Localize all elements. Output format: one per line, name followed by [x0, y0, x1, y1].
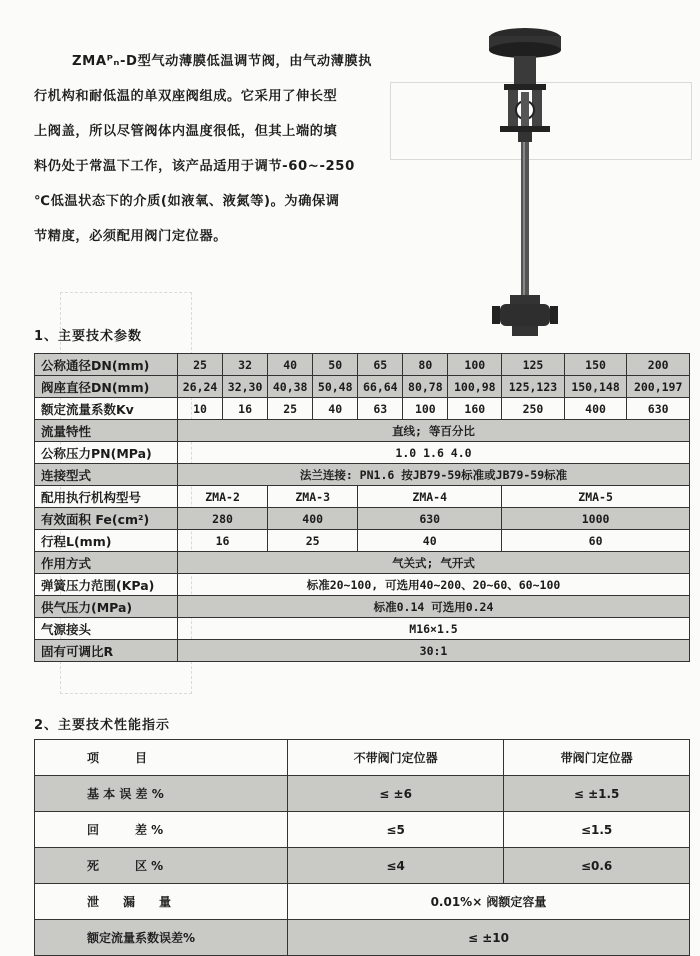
column-header: 带阀门定位器	[504, 740, 690, 776]
table-cell: 标准20~100, 可选用40~200、20~60、60~100	[178, 574, 690, 596]
performance-table	[34, 739, 690, 956]
intro-line: 上阀盖，所以尽管阀体内温度很低，但其上端的填	[34, 124, 338, 139]
row-label: 行程L(mm)	[35, 530, 178, 552]
row-label: 固有可调比R	[35, 640, 178, 662]
table-row	[35, 884, 690, 920]
table-cell: 160	[448, 398, 502, 420]
table-cell: 标准0.14 可选用0.24	[178, 596, 690, 618]
table-cell: 400	[268, 508, 358, 530]
table-cell: ≤ ±6	[288, 776, 504, 812]
table-cell: 气关式; 气开式	[178, 552, 690, 574]
table-cell: 法兰连接: PN1.6 按JB79-59标准或JB79-59标准	[178, 464, 690, 486]
table-cell: 32	[223, 354, 268, 376]
tech-params-table	[34, 353, 690, 662]
table-row	[35, 486, 690, 508]
table-cell: 100	[448, 354, 502, 376]
table-cell: 40	[358, 530, 502, 552]
column-header: 不带阀门定位器	[288, 740, 504, 776]
row-label: 作用方式	[35, 552, 178, 574]
row-label: 回 差 %	[35, 812, 288, 848]
row-label: 基 本 误 差 %	[35, 776, 288, 812]
table-cell: 280	[178, 508, 268, 530]
table-cell: 16	[223, 398, 268, 420]
table-cell: 25	[178, 354, 223, 376]
table-row	[35, 398, 690, 420]
table-cell: 30:1	[178, 640, 690, 662]
table-row	[35, 618, 690, 640]
table-cell: 16	[178, 530, 268, 552]
table-row	[35, 552, 690, 574]
row-label: 阀座直径DN(mm)	[35, 376, 178, 398]
table-cell: 80,78	[403, 376, 448, 398]
row-label: 弹簧压力范围(KPa)	[35, 574, 178, 596]
row-label: 额定流量系数Kv	[35, 398, 178, 420]
row-label: 公称通径DN(mm)	[35, 354, 178, 376]
table-cell: ≤ ±1.5	[504, 776, 690, 812]
table-cell: 25	[268, 530, 358, 552]
table-row	[35, 530, 690, 552]
table-row	[35, 442, 690, 464]
table-cell: 200	[627, 354, 690, 376]
table-cell: 100	[403, 398, 448, 420]
row-label: 公称压力PN(MPa)	[35, 442, 178, 464]
table-row	[35, 596, 690, 618]
intro-line: ZMAᴾₙ-D型气动薄膜低温调节阀，由气动薄膜执	[72, 54, 372, 69]
table-cell: 50	[313, 354, 358, 376]
table-cell: ≤1.5	[504, 812, 690, 848]
table-cell: 80	[403, 354, 448, 376]
table-row	[35, 354, 690, 376]
section1-title: 1、主要技术参数	[34, 329, 143, 344]
table-cell: 250	[502, 398, 565, 420]
table-cell: 66,64	[358, 376, 403, 398]
row-label: 泄 漏 量	[35, 884, 288, 920]
table-cell: 26,24	[178, 376, 223, 398]
table-row	[35, 848, 690, 884]
table-cell: 40,38	[268, 376, 313, 398]
table-cell: 10	[178, 398, 223, 420]
table-cell: 630	[358, 508, 502, 530]
table-row	[35, 376, 690, 398]
table-cell: ≤ ±10	[288, 920, 690, 956]
table-cell: 60	[502, 530, 690, 552]
intro-line: 节精度，必须配用阀门定位器。	[34, 229, 228, 244]
row-label: 流量特性	[35, 420, 178, 442]
table-cell: 50,48	[313, 376, 358, 398]
table-row	[35, 812, 690, 848]
intro-paragraph	[34, 44, 394, 254]
table-cell: 25	[268, 398, 313, 420]
intro-line: ℃低温状态下的介质(如液氧、液氮等)。为确保调	[34, 194, 340, 209]
table-cell: 63	[358, 398, 403, 420]
table-cell: 65	[358, 354, 403, 376]
row-label: 死 区 %	[35, 848, 288, 884]
table-cell: ZMA-2	[178, 486, 268, 508]
table-cell: ≤5	[288, 812, 504, 848]
table-cell: 125,123	[502, 376, 565, 398]
table-cell: ≤0.6	[504, 848, 690, 884]
table-row	[35, 420, 690, 442]
row-label: 额定流量系数误差%	[35, 920, 288, 956]
table-cell: 1.0 1.6 4.0	[178, 442, 690, 464]
table-cell: 1000	[502, 508, 690, 530]
table-cell: 40	[268, 354, 313, 376]
table-row	[35, 640, 690, 662]
intro-line: 料仍处于常温下工作，该产品适用于调节-60~-250	[34, 159, 355, 174]
table-row	[35, 574, 690, 596]
table-row	[35, 508, 690, 530]
intro-line: 行机构和耐低温的单双座阀组成。它采用了伸长型	[34, 89, 338, 104]
table-cell: 0.01%× 阀额定容量	[288, 884, 690, 920]
table-cell: ZMA-4	[358, 486, 502, 508]
table-cell: 直线; 等百分比	[178, 420, 690, 442]
table-cell: 150	[564, 354, 627, 376]
table-row	[35, 464, 690, 486]
table-cell: 32,30	[223, 376, 268, 398]
table-cell: 200,197	[627, 376, 690, 398]
table-row	[35, 776, 690, 812]
table-cell: ZMA-5	[502, 486, 690, 508]
row-label: 供气压力(MPa)	[35, 596, 178, 618]
row-label: 有效面积 Fe(cm²)	[35, 508, 178, 530]
table-cell: M16×1.5	[178, 618, 690, 640]
table-row	[35, 920, 690, 956]
table-cell: 40	[313, 398, 358, 420]
table-cell: 400	[564, 398, 627, 420]
table-cell: ZMA-3	[268, 486, 358, 508]
row-label: 气源接头	[35, 618, 178, 640]
column-header: 项 目	[35, 740, 288, 776]
table-cell: 125	[502, 354, 565, 376]
table-cell: ≤4	[288, 848, 504, 884]
table-header-row	[35, 740, 690, 776]
row-label: 配用执行机构型号	[35, 486, 178, 508]
valve-product-image	[470, 12, 580, 342]
table-cell: 150,148	[564, 376, 627, 398]
table-cell: 100,98	[448, 376, 502, 398]
table-cell: 630	[627, 398, 690, 420]
row-label: 连接型式	[35, 464, 178, 486]
section2-title: 2、主要技术性能指示	[34, 718, 171, 733]
